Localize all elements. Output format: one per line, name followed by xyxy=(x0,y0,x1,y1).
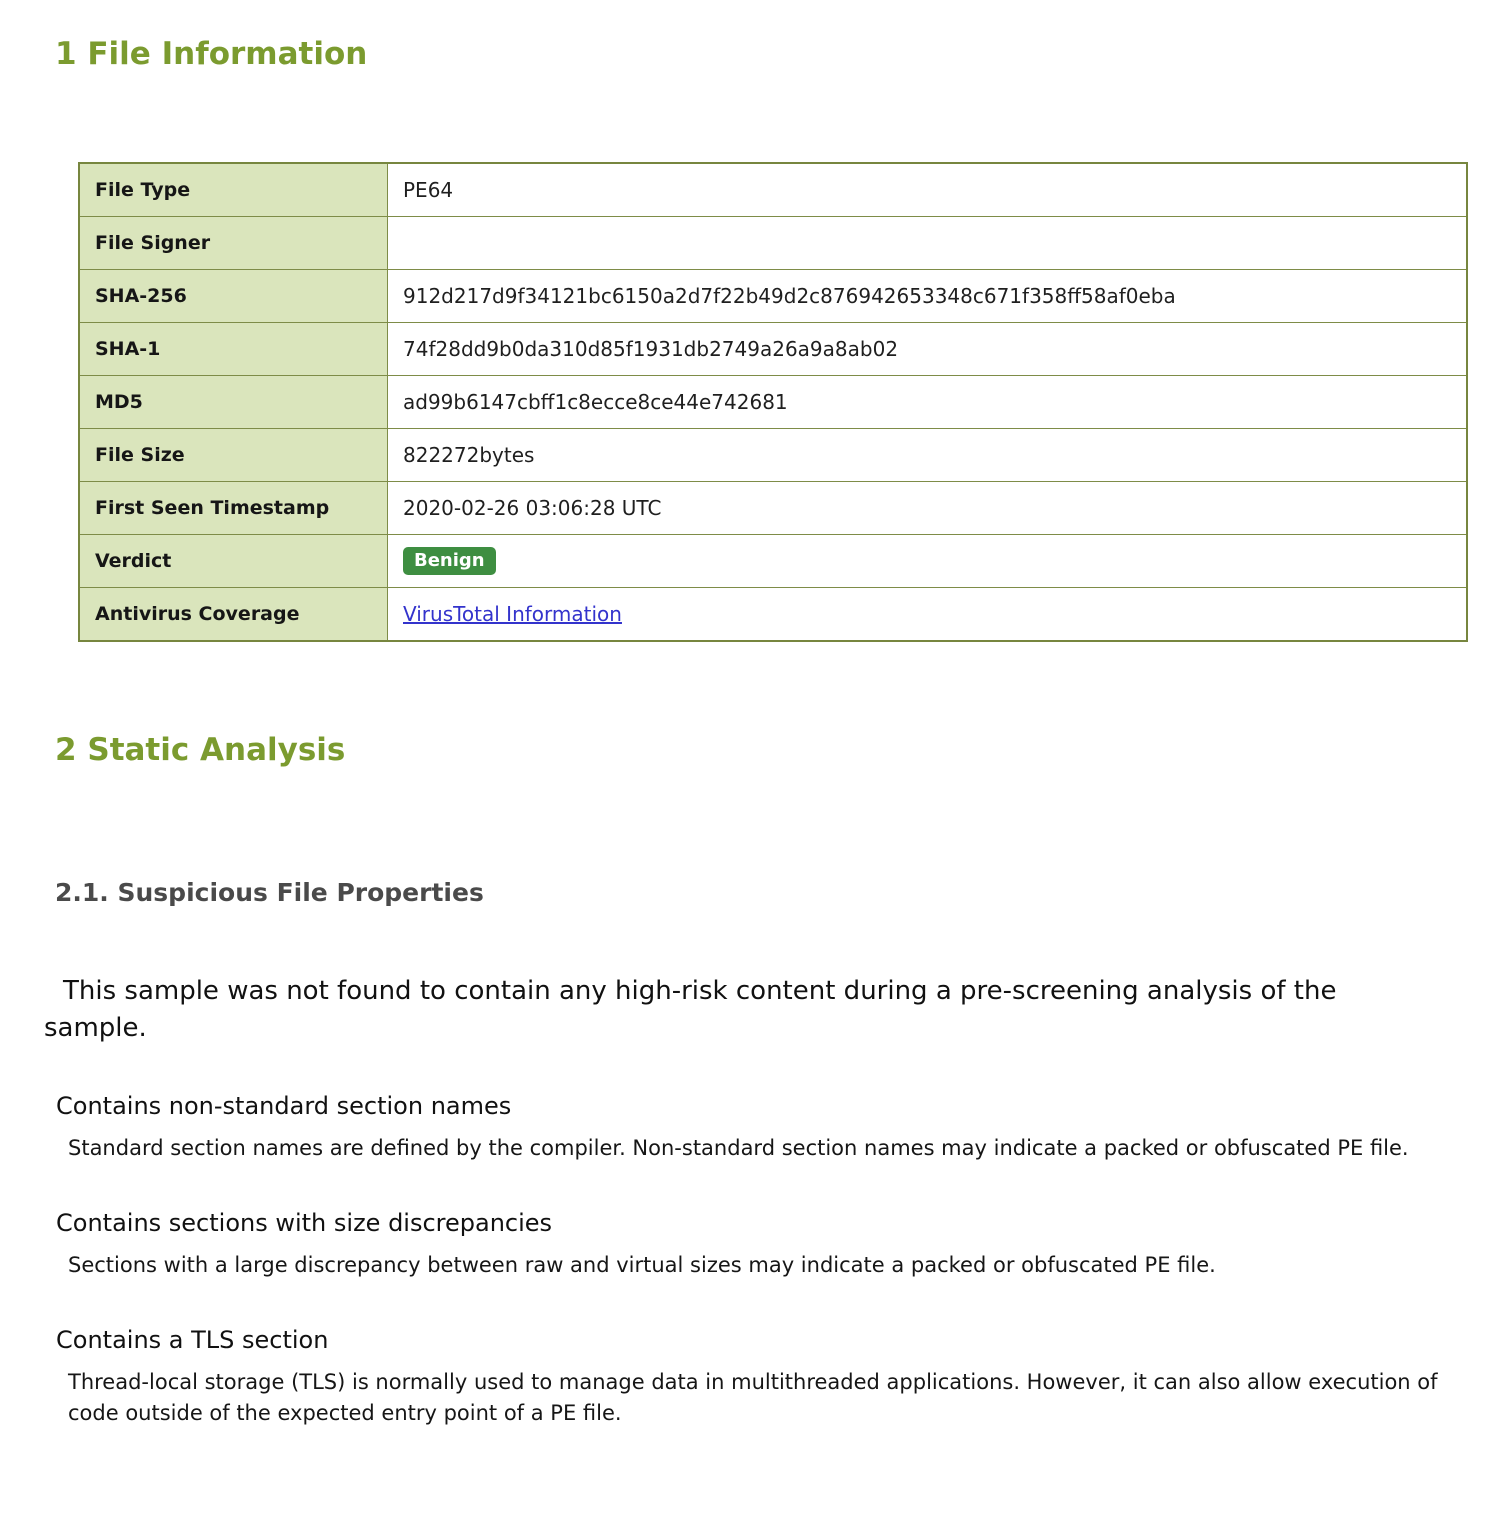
row-value xyxy=(388,535,1468,588)
row-value: 74f28dd9b0da310d85f1931db2749a26a9a8ab02 xyxy=(388,323,1468,376)
table-row xyxy=(79,376,1467,429)
property-description: Thread-local storage (TLS) is normally used to manage data in multithreaded applications. However, it can also allow execution of code outside of the expected entry point of a PE file. xyxy=(68,1370,1438,1425)
property-description: Standard section names are defined by the compiler. Non-standard section names may indicate a packed or obfuscated PE file. xyxy=(68,1136,1409,1160)
row-label: First Seen Timestamp xyxy=(79,482,388,535)
verdict-badge: Benign xyxy=(403,547,496,575)
section-heading-file-information: 1 File Information xyxy=(55,36,368,72)
row-value: 822272bytes xyxy=(388,429,1468,482)
report-page xyxy=(0,36,1500,1429)
pre-screening-summary: This sample was not found to contain any high-risk content during a pre-screening analysis of the sample. xyxy=(44,976,1337,1043)
row-value: 2020-02-26 03:06:28 UTC xyxy=(388,482,1468,535)
property-term: Contains non-standard section names xyxy=(56,1092,512,1120)
row-label: File Size xyxy=(79,429,388,482)
file-info-table-body xyxy=(79,163,1467,641)
file-info-table xyxy=(78,162,1468,642)
table-row xyxy=(79,217,1467,270)
row-label: File Signer xyxy=(79,217,388,270)
table-row xyxy=(79,429,1467,482)
virustotal-link[interactable]: VirusTotal Information xyxy=(403,602,622,626)
table-row xyxy=(79,482,1467,535)
row-value: ad99b6147cbff1c8ecce8ce44e742681 xyxy=(388,376,1468,429)
section-heading-static-analysis: 2 Static Analysis xyxy=(55,732,346,768)
property-description: Sections with a large discrepancy between raw and virtual sizes may indicate a packed or obfuscated PE file. xyxy=(68,1253,1216,1277)
property-term: Contains sections with size discrepancies xyxy=(56,1209,553,1237)
suspicious-properties-list xyxy=(0,1092,1500,1429)
subsection-heading-suspicious-file-properties: 2.1. Suspicious File Properties xyxy=(55,878,484,907)
table-row xyxy=(79,535,1467,588)
row-label: MD5 xyxy=(79,376,388,429)
property-term: Contains a TLS section xyxy=(56,1326,329,1354)
row-label: SHA-1 xyxy=(79,323,388,376)
row-label: Verdict xyxy=(79,535,388,588)
row-value: PE64 xyxy=(388,163,1468,217)
table-row xyxy=(79,270,1467,323)
table-row xyxy=(79,163,1467,217)
row-label: File Type xyxy=(79,163,388,217)
row-label: Antivirus Coverage xyxy=(79,588,388,642)
table-row xyxy=(79,588,1467,642)
row-value: 912d217d9f34121bc6150a2d7f22b49d2c876942653348c671f358ff58af0eba xyxy=(388,270,1468,323)
row-value xyxy=(388,217,1468,270)
row-value xyxy=(388,588,1468,642)
table-row xyxy=(79,323,1467,376)
row-label: SHA-256 xyxy=(79,270,388,323)
